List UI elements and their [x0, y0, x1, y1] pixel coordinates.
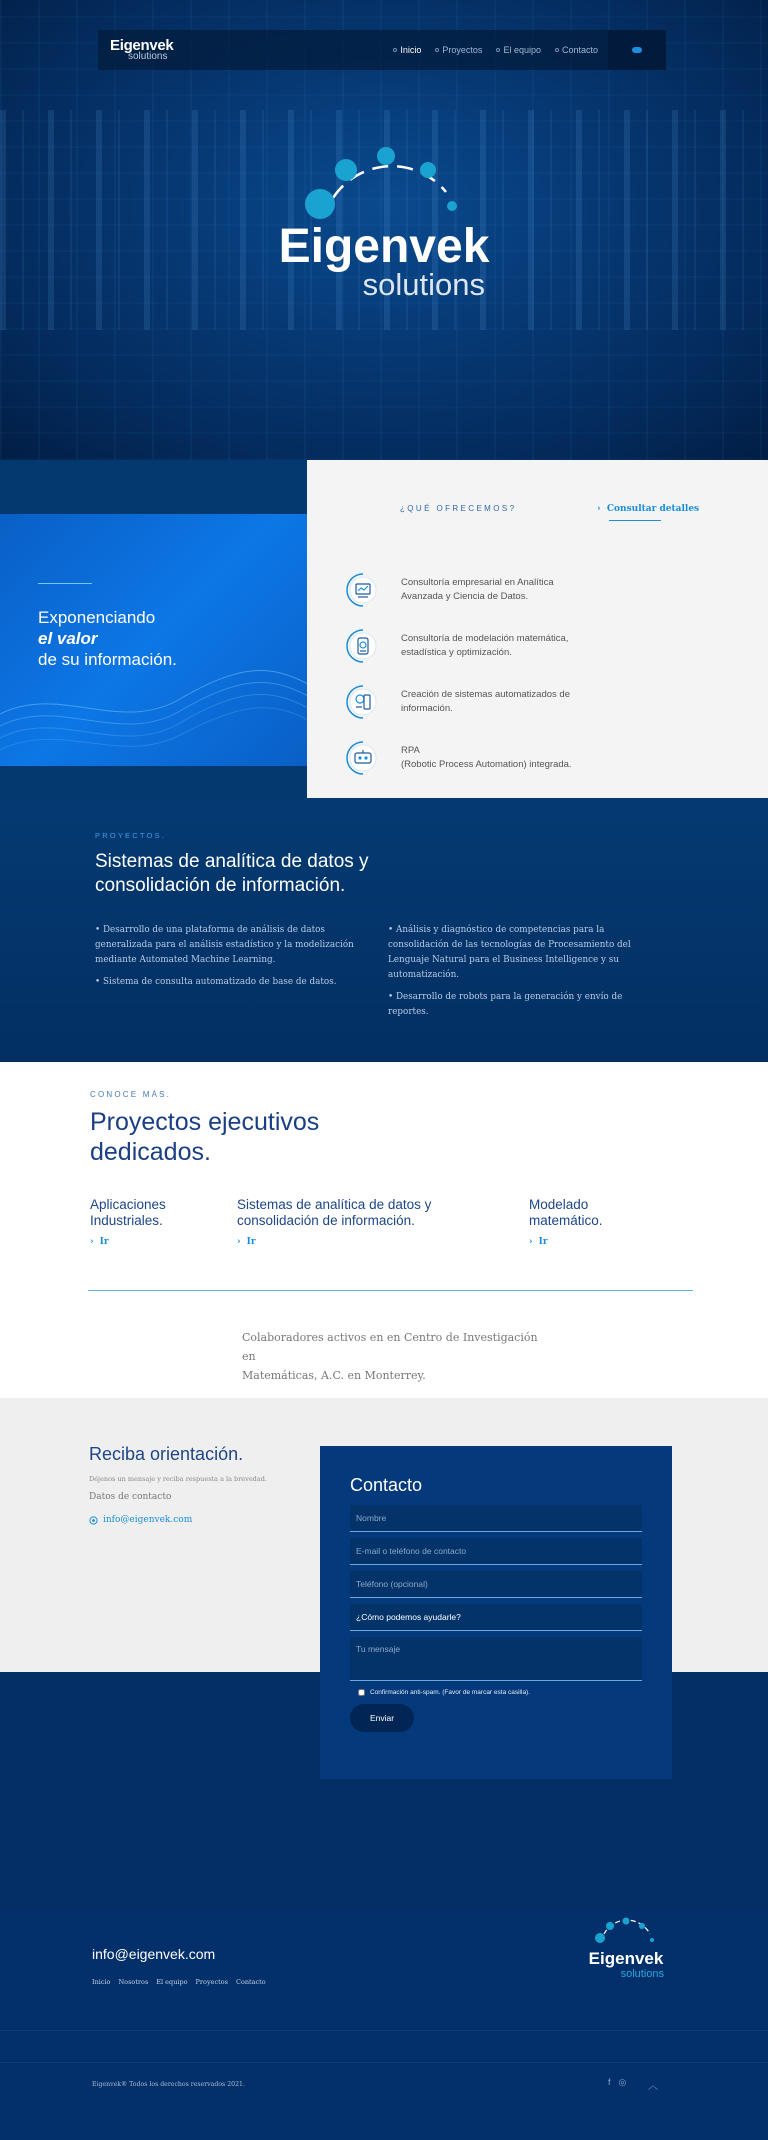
phone-input[interactable] [350, 1571, 642, 1598]
project-card [90, 1197, 166, 1247]
tagline-line-3: de su información. [38, 650, 177, 669]
footer-link-inicio[interactable]: Inicio [92, 1978, 111, 1986]
footer-logo[interactable] [584, 1914, 668, 1984]
collaborators-text [242, 1328, 542, 1385]
anti-spam-row [358, 1689, 642, 1696]
nav-logo-subtitle: solutions [128, 51, 168, 62]
project-card [529, 1197, 603, 1247]
conoce-kicker: CONOCE MÁS. [90, 1090, 172, 1099]
footer-divider [0, 2030, 768, 2031]
footer-email[interactable]: info@eigenvek.com [92, 1946, 216, 1962]
footer-links [92, 1978, 266, 1986]
collaborators-line-1: Colaboradores activos en en Centro de Investigación en [242, 1331, 538, 1363]
project-card-title [90, 1197, 166, 1229]
nav-item-label: Contacto [561, 45, 598, 55]
hero-logo-wordmark: Eigenvek [278, 220, 490, 273]
hero-logo [0, 140, 768, 320]
project-card-line-1: Aplicaciones [90, 1197, 166, 1212]
footer-link-proyectos[interactable]: Proyectos [195, 1978, 228, 1986]
project-card-link-label: Ir [246, 1237, 256, 1247]
projects-right-column [388, 923, 658, 1027]
service-line-1: Consultoría empresarial en Analítica [401, 577, 554, 588]
footer-link-el-equipo[interactable]: El equipo [156, 1978, 188, 1986]
project-card-line-2: matemático. [529, 1213, 603, 1228]
nav-item-proyectos[interactable] [435, 45, 482, 55]
automation-icon [345, 684, 381, 720]
project-card-line-1: Sistemas de analítica de datos y [237, 1197, 432, 1212]
services-section [0, 460, 768, 798]
nav-item-label: El equipo [503, 45, 541, 55]
contact-email-link[interactable] [89, 1515, 192, 1525]
anti-spam-checkbox[interactable] [358, 1689, 365, 1696]
service-line-1: Consultoría de modelación matemática, [401, 633, 569, 644]
consultar-detalles-label: Consultar detalles [606, 504, 700, 514]
nav-logo-wordmark: Eigenvek [110, 37, 174, 54]
project-card-link[interactable] [237, 1237, 431, 1247]
chevron-right-icon: › [529, 1237, 533, 1247]
nav-dot-icon [435, 48, 439, 52]
help-topic-select[interactable] [350, 1604, 642, 1631]
name-input[interactable] [350, 1505, 642, 1532]
chevron-right-icon: › [597, 504, 607, 514]
offer-card [307, 460, 768, 798]
robot-process-icon [345, 740, 381, 776]
project-card-line-2: consolidación de información. [237, 1213, 415, 1228]
math-model-icon [345, 628, 381, 664]
service-item [345, 682, 601, 722]
instagram-icon[interactable]: ◎ [618, 2077, 627, 2087]
project-card-line-2: Industriales. [90, 1213, 163, 1228]
service-line-2: información. [401, 703, 453, 714]
projects-left-column [95, 923, 365, 997]
consultar-detalles-link[interactable] [597, 504, 699, 514]
conoce-title [90, 1107, 370, 1167]
section-divider [88, 1290, 693, 1291]
link-underline [609, 520, 661, 521]
project-card-title [529, 1197, 603, 1229]
nav-dot-icon [496, 48, 500, 52]
tagline-panel [0, 514, 308, 766]
anti-spam-label: Confirmación anti-spam. (Favor de marcar esta casilla). [370, 1689, 531, 1696]
orientation-subtitle: Déjenos un mensaje y reciba respuesta a la brevedad. [89, 1475, 267, 1483]
project-bullet: • Desarrollo de robots para la generación y envío de reportes. [388, 992, 623, 1017]
service-text [401, 576, 601, 604]
service-line-2: Avanzada y Ciencia de Datos. [401, 591, 529, 602]
nav-dot-icon [555, 48, 559, 52]
copyright-bar [0, 2062, 768, 2140]
project-card-link-label: Ir [538, 1237, 548, 1247]
footer-logo-wordmark: Eigenvek [588, 1949, 664, 1968]
contact-data-label: Datos de contacto [89, 1492, 172, 1502]
message-textarea[interactable] [350, 1637, 642, 1681]
service-line-2: (Robotic Process Automation) integrada. [401, 759, 572, 770]
conoce-title-line-1: Proyectos ejecutivos [90, 1108, 320, 1136]
orientation-title: Reciba orientación. [89, 1444, 244, 1464]
target-icon [89, 1516, 98, 1525]
form-title: Contacto [350, 1475, 423, 1495]
nav-item-label: Inicio [400, 45, 422, 55]
nav-item-label: Proyectos [442, 45, 483, 55]
chevron-right-icon: › [237, 1237, 241, 1247]
service-text [401, 744, 601, 772]
service-item [345, 626, 601, 666]
projects-title-line-2: consolidación de información. [95, 875, 346, 896]
footer-link-contacto[interactable]: Contacto [235, 1978, 266, 1986]
footer [0, 1910, 768, 2062]
menu-pill-icon [632, 47, 642, 53]
nav-links [393, 45, 598, 55]
tagline-line-1: Exponenciando [38, 608, 156, 627]
projects-kicker: PROYECTOS. [95, 831, 167, 840]
send-button[interactable]: Enviar [350, 1704, 414, 1732]
service-line-1: Creación de sistemas automatizados de [401, 689, 570, 700]
service-line-1: RPA [401, 745, 420, 756]
nav-dot-icon [393, 48, 397, 52]
project-bullet: • Desarrollo de una plataforma de análisis de datos generalizada para el análisis estadístico y la modelización mediante Automated Machine Learning. [95, 925, 354, 965]
projects-title-line-1: Sistemas de analítica de datos y [95, 851, 369, 872]
project-card-link[interactable] [90, 1237, 166, 1247]
nav-item-el-equipo[interactable] [496, 45, 541, 55]
footer-logo-subtitle: solutions [620, 1968, 664, 1980]
project-card-title [237, 1197, 431, 1229]
tagline [38, 607, 177, 670]
nav-item-contacto[interactable] [555, 45, 598, 55]
logo-orbit-icon [595, 1918, 654, 1944]
copyright-text: Eigenvek® Todos los derechos reservados 2021. [92, 2081, 245, 2088]
menu-toggle-button[interactable] [608, 30, 666, 70]
logo-orbit-icon [305, 147, 457, 219]
service-text [401, 688, 601, 716]
conoce-title-line-2: dedicados. [90, 1138, 211, 1166]
conoce-mas-section [0, 1062, 768, 1398]
contact-email-text: info@eigenvek.com [103, 1515, 193, 1525]
footer-link-nosotros[interactable]: Nosotros [118, 1978, 149, 1986]
tagline-divider [38, 583, 92, 584]
project-card-link[interactable] [529, 1237, 603, 1247]
analytics-dashboard-icon [345, 572, 381, 608]
collaborators-line-2: Matemáticas, A.C. en Monterrey. [242, 1369, 426, 1382]
chevron-right-icon: › [90, 1237, 94, 1247]
projects-section [0, 798, 768, 1062]
service-line-2: estadística y optimización. [401, 647, 512, 658]
facebook-icon[interactable]: f [608, 2077, 611, 2087]
project-card [237, 1197, 431, 1247]
project-card-line-1: Modelado [529, 1197, 589, 1212]
service-item [345, 738, 601, 778]
hero-logo-subtitle: solutions [362, 267, 485, 302]
top-navbar [98, 30, 666, 70]
nav-item-inicio[interactable] [393, 45, 421, 55]
email-input[interactable] [350, 1538, 642, 1565]
service-text [401, 632, 601, 660]
contact-form [320, 1446, 672, 1779]
scroll-to-top-icon[interactable]: ︿ [648, 2081, 658, 2092]
offer-heading: ¿QUÉ OFRECEMOS? [400, 504, 517, 513]
projects-title [95, 850, 425, 898]
project-bullet: • Análisis y diagnóstico de competencias para la consolidación de las tecnologías de Procesamiento del Lenguaje Natural para el Business Intelligence y su automatización. [388, 925, 631, 980]
hero-section [0, 0, 768, 460]
project-card-link-label: Ir [99, 1237, 109, 1247]
contact-section [0, 1398, 768, 1910]
social-links [608, 2077, 626, 2088]
nav-logo[interactable] [110, 38, 180, 62]
tagline-line-2: el valor [38, 629, 98, 648]
service-item [345, 570, 601, 610]
project-bullet: • Sistema de consulta automatizado de base de datos. [95, 977, 337, 987]
